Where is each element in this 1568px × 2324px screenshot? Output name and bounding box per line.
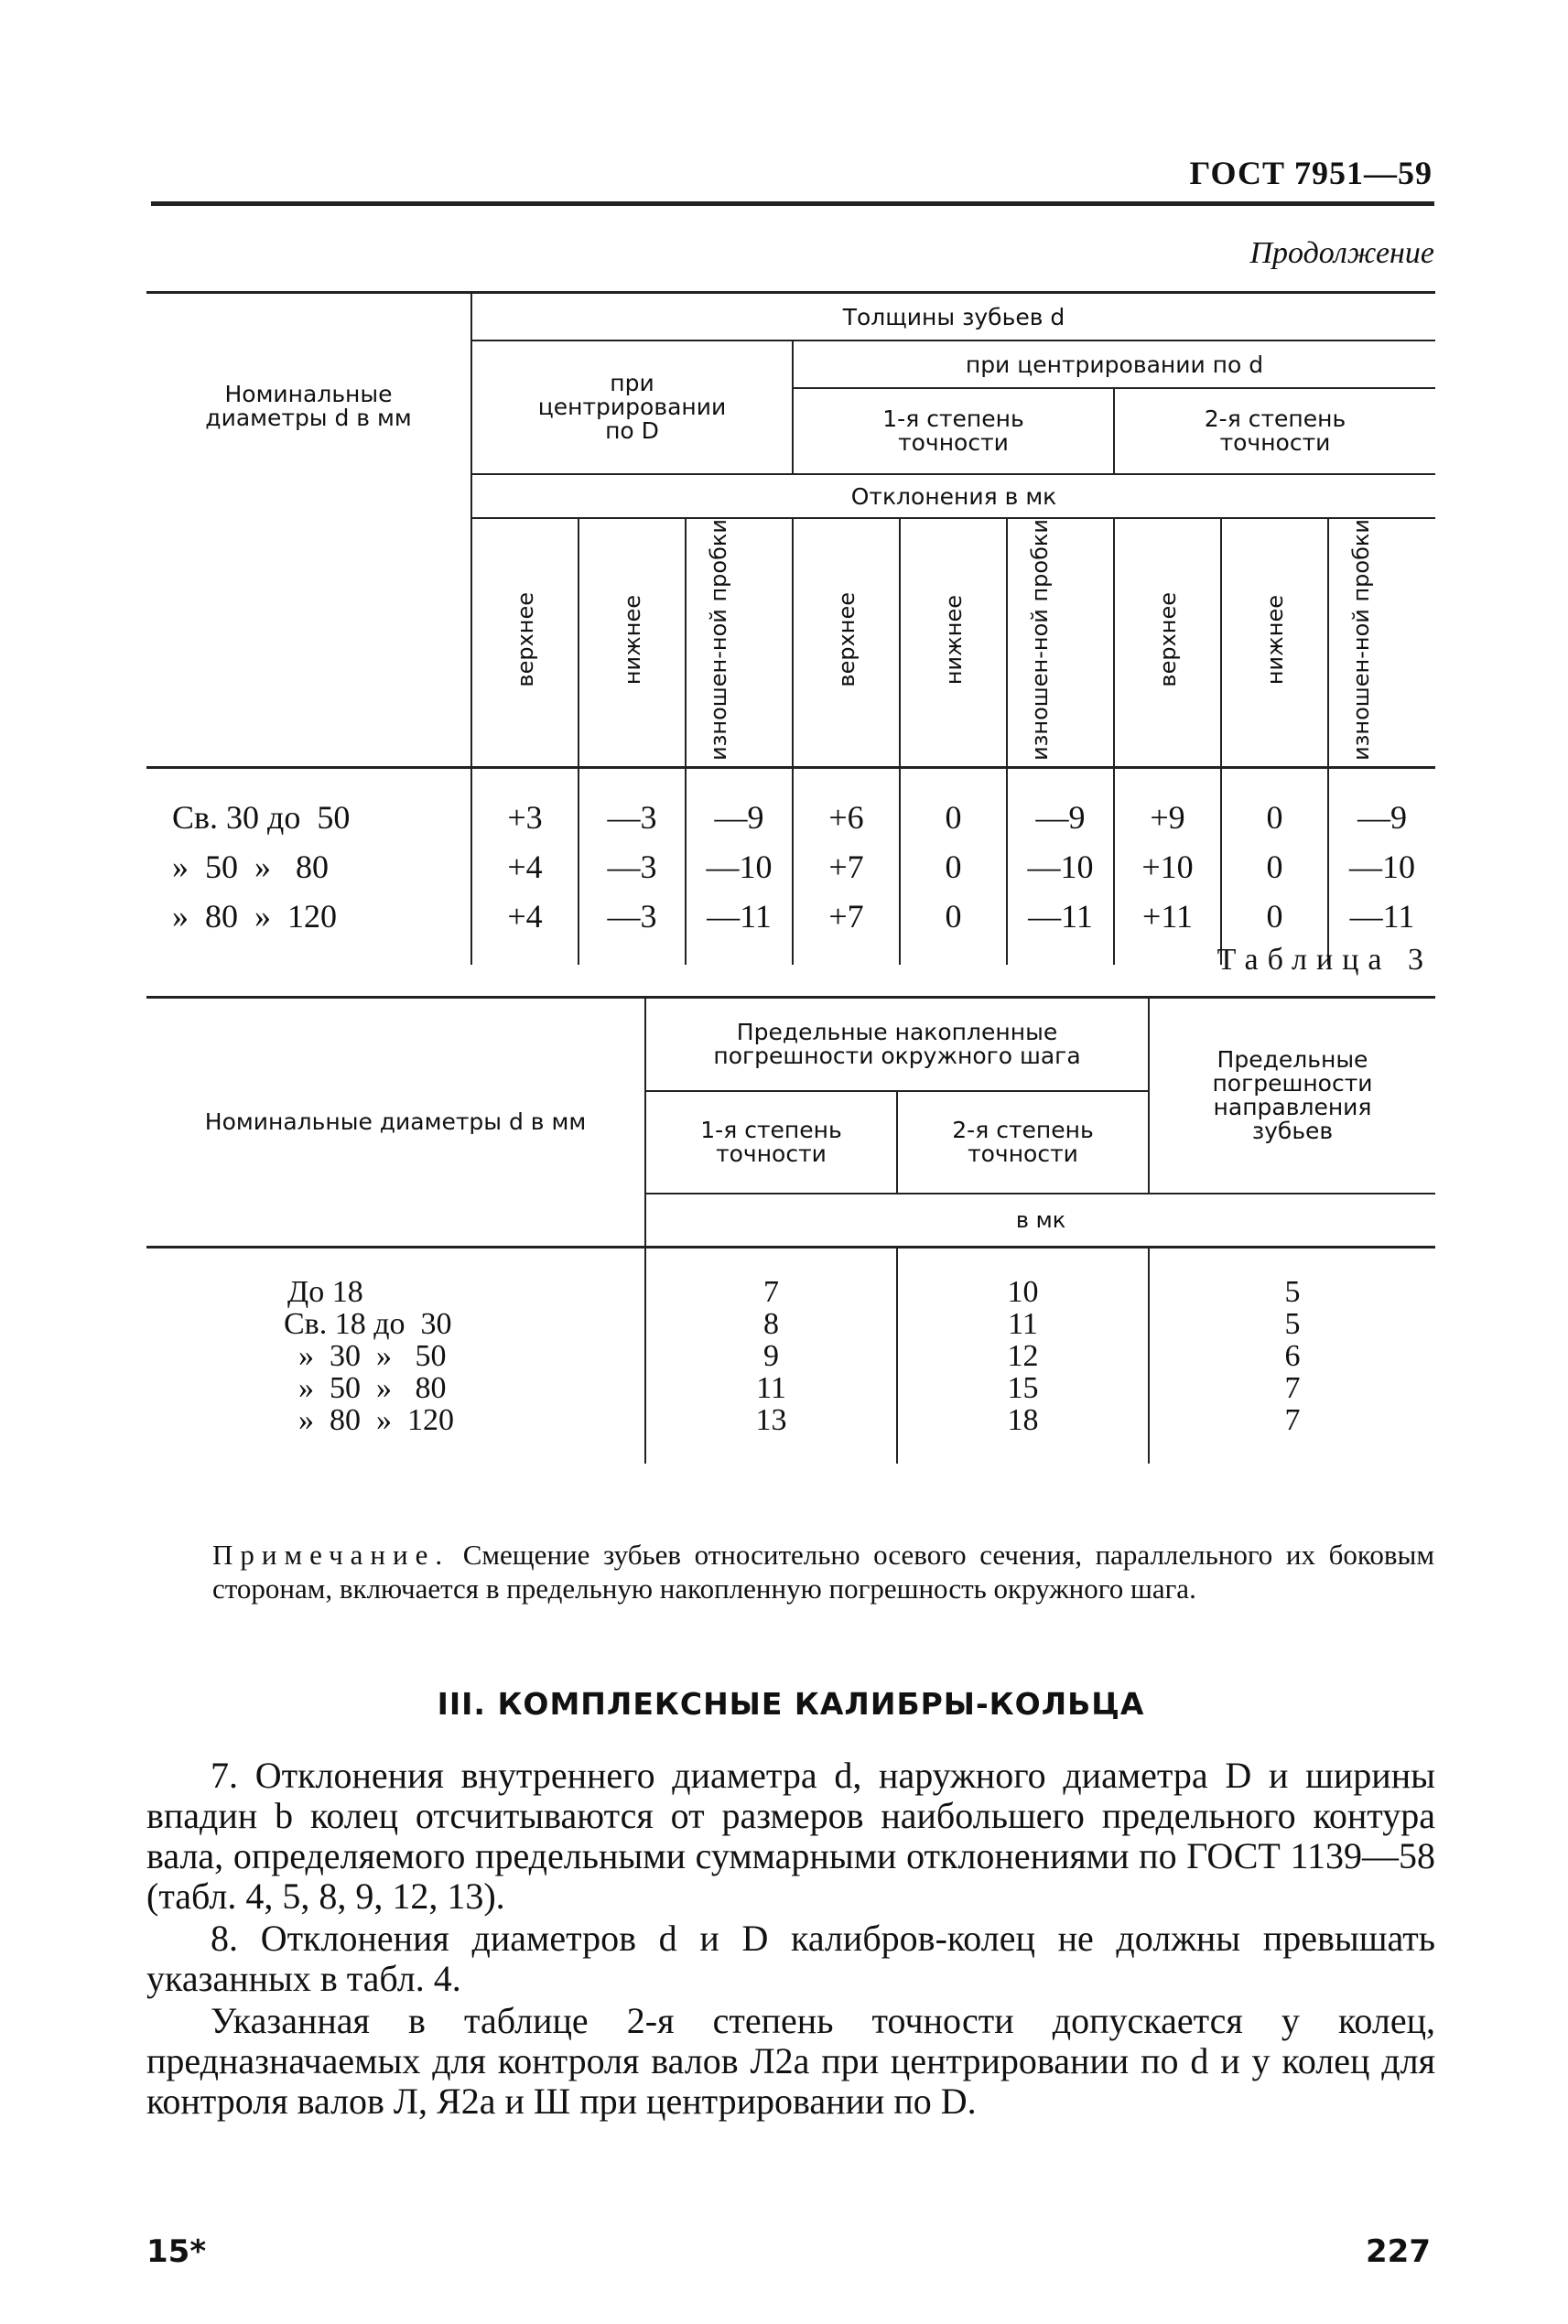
page-number: 227 (1366, 2233, 1431, 2270)
cell: —10 (1328, 842, 1435, 892)
note-text: Смещение зубьев относительно осевого сечения, параллельного их боковым сторонам, включается в предельную накопленную погрешность окружного шага. (212, 1539, 1434, 1605)
col-upper: верхнее (793, 518, 900, 767)
tooth-thickness-table (146, 291, 1435, 965)
signature-mark: 15* (146, 2233, 207, 2270)
cell: 11 (1008, 1307, 1038, 1341)
cell: 0 (1221, 842, 1328, 892)
cell: +7 (793, 892, 900, 941)
cell: 0 (1221, 892, 1328, 941)
grade2-header: 2-я степень точности (897, 1091, 1149, 1194)
cell: —11 (686, 892, 793, 941)
cell: 0 (1221, 793, 1328, 842)
centering-D-header: при центрировании по D (471, 340, 793, 474)
col-wear: изношен-ной пробки (686, 518, 793, 767)
cell: 7 (1284, 1371, 1301, 1405)
cell: +11 (1114, 892, 1221, 941)
table-note (212, 1538, 1434, 1605)
cell: +10 (1114, 842, 1221, 892)
table3-title: Таблица 3 (1217, 943, 1433, 977)
cell: —3 (579, 892, 686, 941)
accum-header: Предельные накопленные погрешности окружного шага (645, 998, 1149, 1092)
col-lower: нижнее (579, 518, 686, 767)
row-label: До 18 (287, 1275, 363, 1309)
row-header-cell (146, 293, 471, 519)
cell: 0 (900, 892, 1007, 941)
paragraph-note: Указанная в таблице 2-я степень точности допускается у колец, предназначаемых для контроля валов Л2а при центрировании по d и у колец для контроля валов Л, Я2а и Ш при центрировании по D. (146, 2000, 1435, 2122)
cell: 5 (1284, 1275, 1301, 1309)
cell: 5 (1284, 1307, 1301, 1341)
row-label: » 30 » 50 (298, 1339, 447, 1373)
table-row (146, 793, 1435, 842)
cell: —9 (1328, 793, 1435, 842)
cell: —9 (1007, 793, 1114, 842)
centering-d-header: при центрировании по d (793, 340, 1435, 388)
cell: —10 (686, 842, 793, 892)
col-wear: изношен-ной пробки (1007, 518, 1114, 767)
deviations-header: Отклонения в мк (471, 474, 1435, 518)
row-label: » 50 » 80 (172, 848, 329, 885)
cell: +4 (471, 892, 579, 941)
col-upper: верхнее (1114, 518, 1221, 767)
accumulated-error-table (146, 996, 1435, 1464)
cell: —3 (579, 793, 686, 842)
cell: 13 (755, 1403, 787, 1437)
standard-code: ГОСТ 7951—59 (1189, 155, 1433, 191)
row-label: » 80 » 120 (298, 1403, 454, 1437)
blank-cell (146, 518, 471, 767)
cell: 8 (763, 1307, 779, 1341)
cell: +3 (471, 793, 579, 842)
row-label: » 80 » 120 (172, 897, 337, 935)
col-lower: нижнее (900, 518, 1007, 767)
cell: +7 (793, 842, 900, 892)
cell: 11 (756, 1371, 786, 1405)
grade2-column (897, 1248, 1149, 1465)
row-label: Св. 18 до 30 (284, 1307, 452, 1341)
cell: —11 (1007, 892, 1114, 941)
section-title: III. КОМПЛЕКСНЫЕ КАЛИБРЫ-КОЛЬЦА (437, 1686, 1145, 1722)
col-lower: нижнее (1221, 518, 1328, 767)
continuation-label: Продолжение (1249, 236, 1434, 270)
direction-header: Предельные погрешности направления зубьев (1149, 998, 1435, 1194)
cell: —11 (1328, 892, 1435, 941)
cell: —3 (579, 842, 686, 892)
cell: +4 (471, 842, 579, 892)
cell: —9 (686, 793, 793, 842)
group-title: Толщины зубьев d (471, 293, 1435, 341)
cell: 15 (1007, 1371, 1039, 1405)
row-label: Св. 30 до 50 (172, 798, 351, 836)
cell: +6 (793, 793, 900, 842)
row-label: » 50 » 80 (298, 1371, 447, 1405)
row-header: Номинальные диаметры d в мм (204, 1108, 587, 1135)
grade1-header: 1-я степень точности (793, 388, 1114, 474)
labels-column (146, 1248, 645, 1465)
grade2-header: 2-я степень точности (1114, 388, 1435, 474)
cell: 18 (1007, 1403, 1039, 1437)
units-header: в мк (645, 1194, 1435, 1248)
cell: 12 (1007, 1339, 1039, 1373)
cell: 10 (1007, 1275, 1039, 1309)
cell: +9 (1114, 793, 1221, 842)
row-header: Номинальные диаметры d в мм (205, 380, 412, 431)
cell: 9 (763, 1339, 779, 1373)
cell: 7 (1284, 1403, 1301, 1437)
cell: 6 (1284, 1339, 1301, 1373)
table-row (146, 892, 1435, 941)
cell: 0 (900, 842, 1007, 892)
paragraph-7: 7. Отклонения внутреннего диаметра d, наружного диаметра D и ширины впадин b колец отсчитываются от размеров наибольшего предельного контура вала, определяемого предельными суммарными отклонениями по ГОСТ 1139—58 (табл. 4, 5, 8, 9, 12, 13). (146, 1755, 1435, 1917)
table-row (146, 842, 1435, 892)
cell: —10 (1007, 842, 1114, 892)
paragraph-8: 8. Отклонения диаметров d и D калибров-колец не должны превышать указанных в табл. 4. (146, 1918, 1435, 1999)
row-header-cell (146, 998, 645, 1248)
grade1-header: 1-я степень точности (645, 1091, 897, 1194)
cell: 0 (900, 793, 1007, 842)
cell: 7 (763, 1275, 779, 1309)
header-rule (151, 201, 1434, 206)
note-lead: Примечание. (212, 1539, 450, 1571)
grade1-column (645, 1248, 897, 1465)
direction-column (1149, 1248, 1435, 1465)
col-upper: верхнее (471, 518, 579, 767)
col-wear: изношен-ной пробки (1328, 518, 1435, 767)
